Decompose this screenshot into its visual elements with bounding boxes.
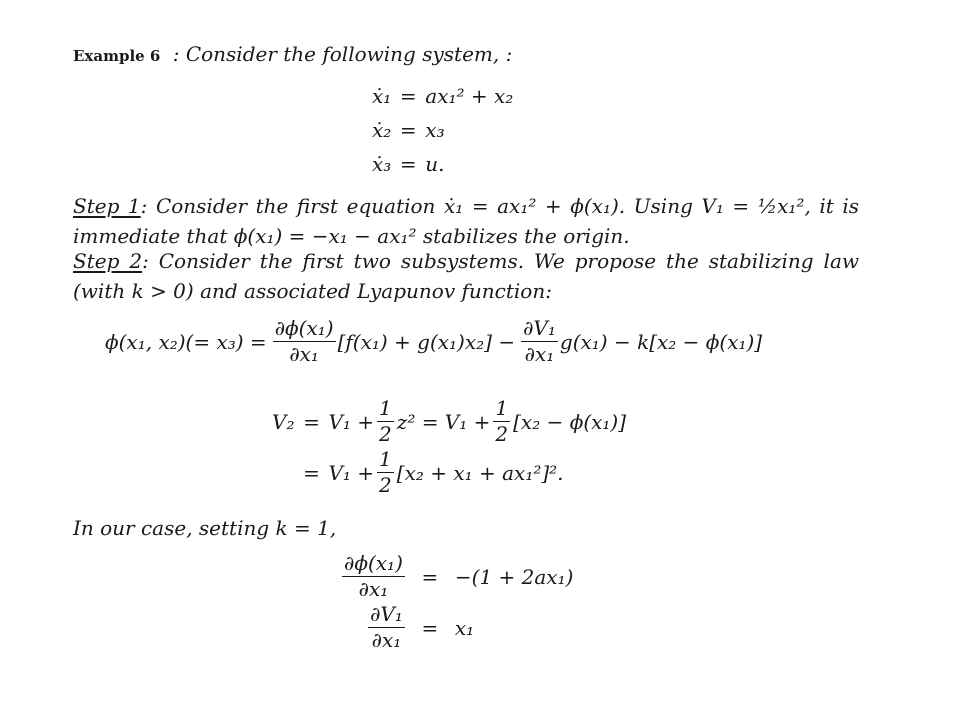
example-heading bbox=[73, 42, 512, 66]
phi-law-middle: [f(x₁) + g(x₁)x₂] − bbox=[337, 329, 516, 354]
phi-law-frac-1-den: ∂x₁ bbox=[289, 342, 319, 366]
v2-equation bbox=[272, 398, 626, 496]
v2-row-1 bbox=[328, 398, 626, 445]
v2-row-2-a: V₁ + bbox=[328, 460, 375, 485]
system-row-3-eq: = bbox=[399, 152, 417, 176]
v2-row-2 bbox=[328, 449, 626, 496]
derivative-equations bbox=[342, 553, 573, 651]
phi-law-lhs: ϕ(x₁, x₂)(= x₃) = bbox=[105, 329, 267, 354]
phi-law-frac-1 bbox=[273, 318, 336, 365]
phi-law-frac-2-den: ∂x₁ bbox=[524, 342, 555, 366]
v2-eq-2: = bbox=[303, 460, 320, 485]
system-row-2-eq: = bbox=[399, 118, 417, 142]
phi-law-frac-2 bbox=[521, 318, 558, 365]
v2-row-1-a: V₁ + bbox=[328, 409, 375, 434]
step1-line-1 bbox=[73, 194, 859, 218]
system-row-2-rhs: x₃ bbox=[425, 118, 445, 142]
step2-text-1: : Consider the first two subsystems. We propose the stabilizing law bbox=[142, 249, 859, 273]
step2-label: Step 2 bbox=[73, 249, 143, 273]
deriv-row-1-lhs bbox=[342, 553, 405, 600]
deriv-frac-2-den: ∂x₁ bbox=[371, 628, 402, 652]
phi-law-frac-2-num: ∂V₁ bbox=[523, 316, 556, 340]
v2-eq-1: = bbox=[303, 409, 320, 434]
v2-half-3-den: 2 bbox=[379, 473, 392, 497]
phi-law-tail: g(x₁) − k[x₂ − ϕ(x₁)] bbox=[559, 329, 763, 354]
step1-text-1: : Consider the first equation ẋ₁ = ax₁² + ϕ(x₁). Using V₁ = ½x₁², it is bbox=[140, 194, 859, 218]
phi-law-frac-1-num: ∂ϕ(x₁) bbox=[274, 316, 334, 340]
phi-law-equation bbox=[105, 318, 762, 365]
v2-row-1-b: z² = V₁ + bbox=[396, 409, 491, 434]
deriv-frac-1 bbox=[342, 553, 405, 600]
step2-line-2: (with k > 0) and associated Lyapunov function: bbox=[73, 279, 552, 303]
v2-half-3 bbox=[377, 449, 394, 496]
v2-row-2-b: [x₂ + x₁ + ax₁²]². bbox=[396, 460, 564, 485]
v2-half-2-den: 2 bbox=[495, 422, 509, 446]
deriv-row-2-rhs: x₁ bbox=[454, 615, 475, 640]
example-intro: : Consider the following system, : bbox=[172, 42, 513, 66]
deriv-frac-2 bbox=[368, 604, 405, 651]
system-row-1-lhs: ẋ₁ bbox=[372, 84, 392, 108]
example-label: Example 6 bbox=[73, 47, 161, 65]
system-row-1-rhs: ax₁² + x₂ bbox=[425, 84, 514, 108]
v2-half-1-num: 1 bbox=[379, 396, 392, 420]
step1-label: Step 1 bbox=[73, 194, 141, 218]
case-text: In our case, setting k = 1, bbox=[73, 516, 337, 540]
v2-row-1-c: [x₂ − ϕ(x₁)] bbox=[513, 409, 627, 434]
step2-line-1 bbox=[73, 249, 859, 273]
v2-half-1 bbox=[377, 398, 394, 445]
v2-half-1-den: 2 bbox=[379, 422, 392, 446]
deriv-frac-1-den: ∂x₁ bbox=[358, 577, 389, 601]
system-row-3-lhs: ẋ₃ bbox=[372, 152, 392, 176]
system-row-1-eq: = bbox=[399, 84, 417, 108]
v2-half-2 bbox=[493, 398, 510, 445]
v2-half-2-num: 1 bbox=[495, 396, 509, 420]
step1-line-2: immediate that ϕ(x₁) = −x₁ − ax₁² stabilizes the origin. bbox=[73, 224, 630, 248]
deriv-frac-2-num: ∂V₁ bbox=[370, 602, 403, 626]
deriv-row-2-eq: = bbox=[421, 615, 439, 640]
deriv-row-1-eq: = bbox=[421, 564, 439, 589]
system-equations bbox=[372, 84, 513, 176]
system-row-2-lhs: ẋ₂ bbox=[372, 118, 392, 142]
deriv-row-1-rhs: −(1 + 2ax₁) bbox=[454, 564, 574, 589]
v2-half-3-num: 1 bbox=[379, 447, 392, 471]
system-row-3-rhs: u. bbox=[425, 152, 445, 176]
v2-lhs: V₂ bbox=[272, 409, 295, 434]
deriv-row-2-lhs bbox=[342, 604, 405, 651]
deriv-frac-1-num: ∂ϕ(x₁) bbox=[344, 551, 403, 575]
